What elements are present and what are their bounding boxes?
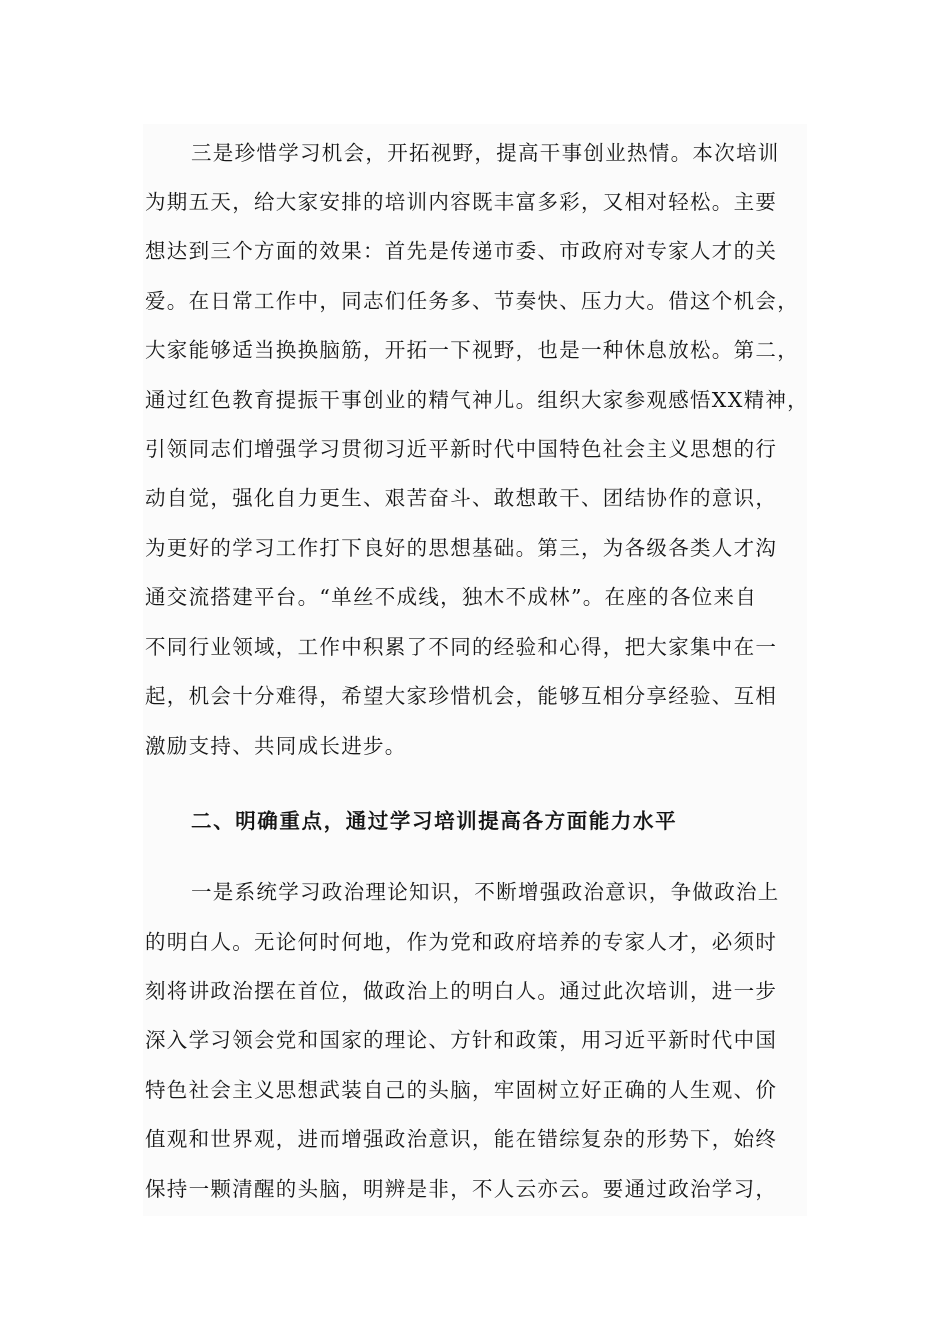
paragraph-line: 特色社会主义思想武装自己的头脑，牢固树立好正确的人生观、价 (145, 1078, 778, 1102)
paragraph-line: 通过红色教育提振干事创业的精气神儿。组织大家参观感悟XX精神， (145, 388, 809, 412)
paragraph-line: 保持一颗清醒的头脑，明辨是非，不人云亦云。要通过政治学习， (145, 1177, 778, 1201)
paragraph-line: 起，机会十分难得，希望大家珍惜机会，能够互相分享经验、互相 (145, 684, 778, 708)
paragraph-line: 动自觉，强化自力更生、艰苦奋斗、敢想敢干、团结协作的意识， (145, 486, 778, 510)
paragraph-line: 一是系统学习政治理论知识，不断增强政治意识，争做政治上 (191, 880, 780, 904)
paragraph-line: 深入学习领会党和国家的理论、方针和政策，用习近平新时代中国 (145, 1028, 778, 1052)
paragraph-line: 想达到三个方面的效果：首先是传递市委、市政府对专家人才的关 (145, 239, 778, 263)
paragraph-line: 爱。在日常工作中，同志们任务多、节奏快、压力大。借这个机会， (145, 289, 799, 313)
paragraph-line: 三是珍惜学习机会，开拓视野，提高干事创业热情。本次培训 (191, 141, 780, 165)
paragraph-line: 引领同志们增强学习贯彻习近平新时代中国特色社会主义思想的行 (145, 437, 778, 461)
paragraph-line: 值观和世界观，进而增强政治意识，能在错综复杂的形势下，始终 (145, 1127, 778, 1151)
paragraph-line: 大家能够适当换换脑筋，开拓一下视野，也是一种休息放松。第二， (145, 338, 799, 362)
paragraph-line: 的明白人。无论何时何地，作为党和政府培养的专家人才，必须时 (145, 930, 778, 954)
paragraph-line: 为期五天，给大家安排的培训内容既丰富多彩，又相对轻松。主要 (145, 190, 778, 214)
paragraph-line: 为更好的学习工作打下良好的思想基础。第三，为各级各类人才沟 (145, 536, 778, 560)
paragraph-line: 激励支持、共同成长进步。 (145, 734, 407, 758)
paragraph-line: 不同行业领域，工作中积累了不同的经验和心得，把大家集中在一 (145, 635, 778, 659)
paragraph-line: 通交流搭建平台。“单丝不成线，独木不成林”。在座的各位来自 (145, 585, 758, 609)
paragraph-line: 刻将讲政治摆在首位，做政治上的明白人。通过此次培训，进一步 (145, 979, 778, 1003)
section-heading: 二、明确重点，通过学习培训提高各方面能力水平 (191, 809, 678, 833)
